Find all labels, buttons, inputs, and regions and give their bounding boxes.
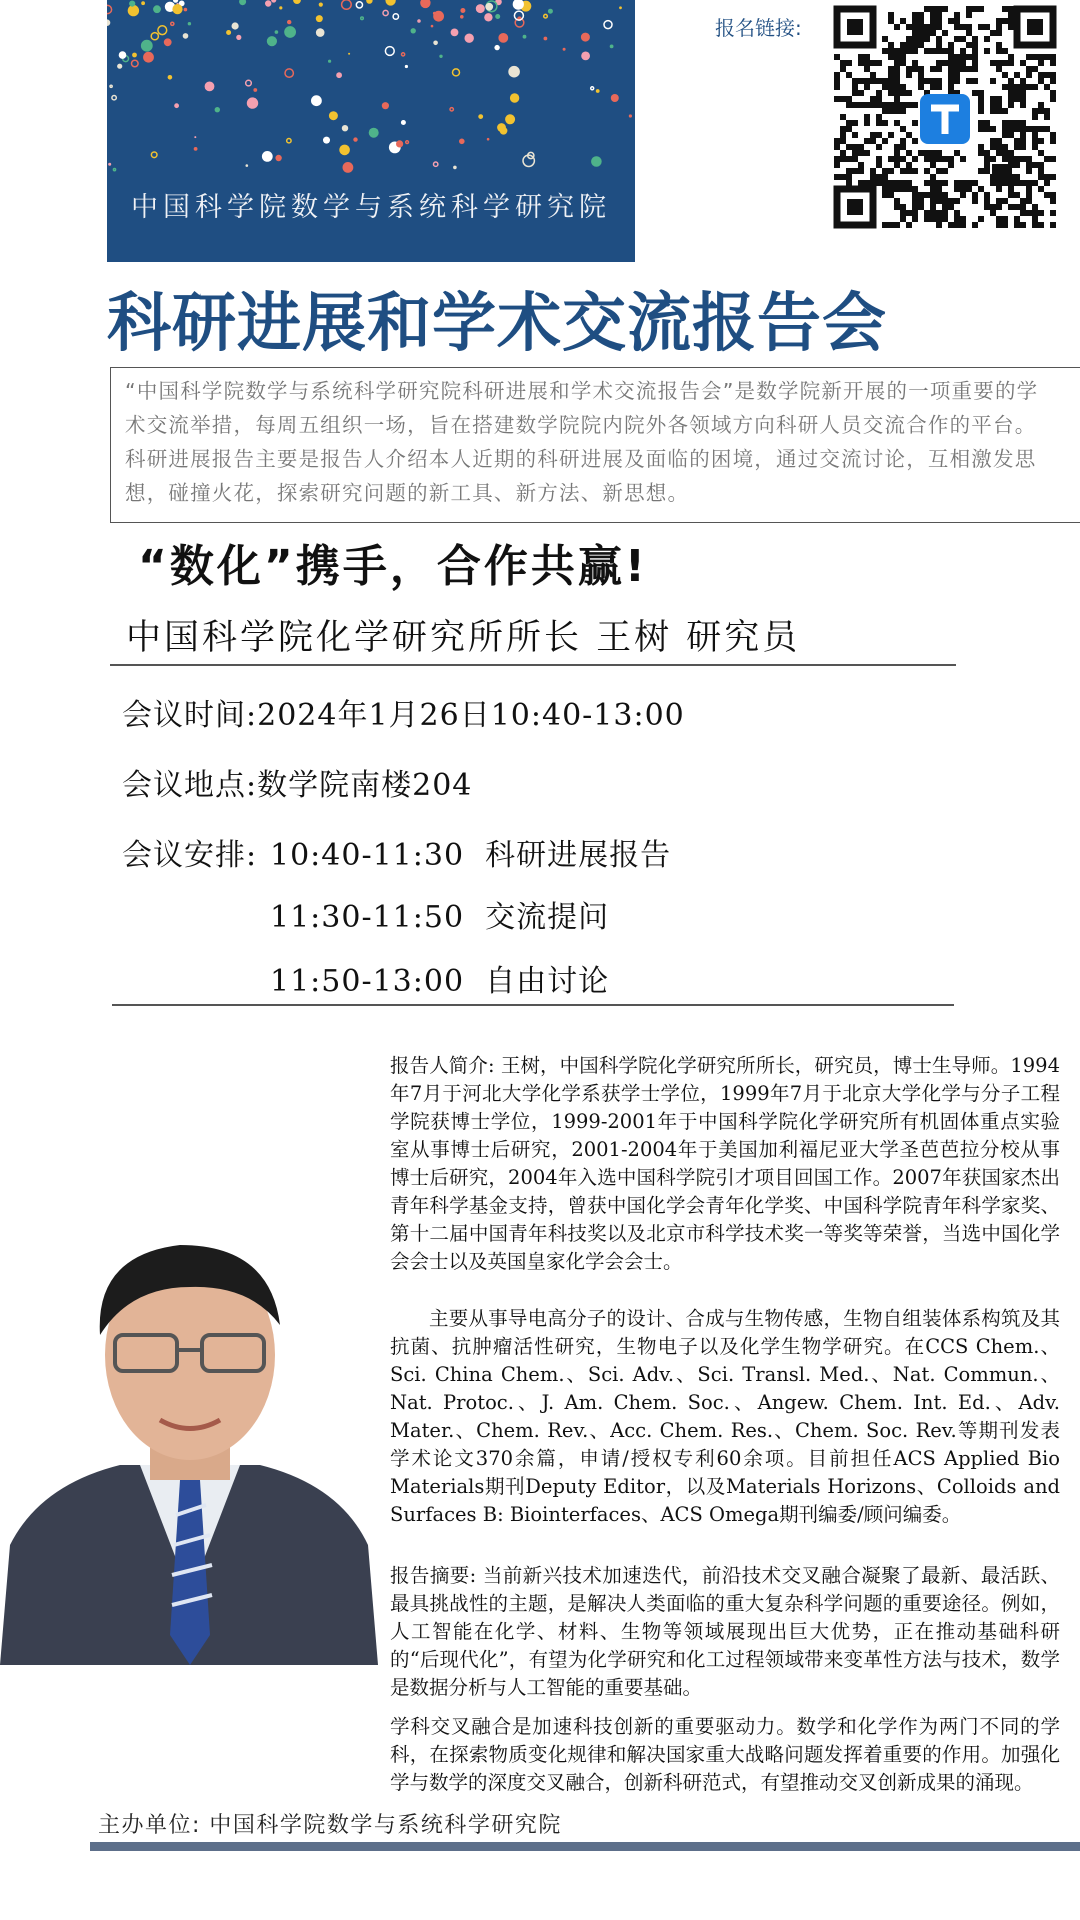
agenda-row xyxy=(270,830,671,874)
talk-abstract: 报告摘要: 当前新兴技术加速迭代，前沿技术交叉融合凝聚了最新、最活跃、最具挑战性的主题，是解决人类面临的重大复杂科学问题的重要途径。例如，人工智能在化学、材料、生物等领域展现出巨大优势，正在推动基础科研的“后现代化”，有望为化学研究和化工过程领域带来变革性方法与技术，数学是数据分析与人工智能的重要基础。 xyxy=(390,1564,1060,1699)
speaker-line: 中国科学院化学研究所所长 王树 研究员 xyxy=(126,618,801,658)
agenda-item: 科研进展报告 xyxy=(485,838,672,873)
banner-institute-name: 中国科学院数学与系统科学研究院 xyxy=(131,192,611,223)
meeting-time: 会议时间:2024年1月26日10:40-13:00 xyxy=(122,698,685,733)
agenda-item: 自由讨论 xyxy=(485,964,610,999)
agenda-time: 10:40-11:30 xyxy=(270,838,465,873)
agenda-time: 11:30-11:50 xyxy=(270,900,465,935)
intro-paragraph: “中国科学院数学与系统科学研究院科研进展和学术交流报告会”是数学院新开展的一项重要的学术交流举措，每周五组织一场，旨在搭建数学院院内院外各领域方向科研人员交流合作的平台。科研进展报告主要是报告人介绍本人近期的科研进展及面临的困境，通过交流讨论，互相激发思想，碰撞火花，探索研究问题的新工具、新方法、新思想。 xyxy=(125,379,1039,505)
speaker-bio: 报告人简介: 王树，中国科学院化学研究所所长，研究员，博士生导师。1994年7月于河北大学化学系获学士学位，1999年7月于北京大学化学与分子工程学院获博士学位，1999-2001年于中国科学院化学研究所有机固体重点实验室从事博士后研究，2001-2004年于美国加利福尼亚大学圣芭芭拉分校从事博士后研究，2004年入选中国科学院引才项目回国工作。2007年获国家杰出青年科学基金支持，曾获中国化学会青年化学奖、中国科学院青年科学家奖、第十二届中国青年科技奖以及北京市科学技术奖一等奖等荣誉，当选中国化学会会士以及英国皇家化学会会士。 xyxy=(390,1054,1060,1273)
talk-abstract-continued: 学科交叉融合是加速科技创新的重要驱动力。数学和化学作为两门不同的学科，在探索物质变化规律和解决国家重大战略问题发挥着重要的作用。加强化学与数学的深度交叉融合，创新科研范式，有望推动交叉创新成果的涌现。 xyxy=(390,1715,1060,1794)
page-title: 科研进展和学术交流报告会 xyxy=(107,287,887,361)
agenda-item: 交流提问 xyxy=(485,900,610,935)
divider xyxy=(112,1004,954,1006)
bottom-bar xyxy=(90,1842,1080,1851)
agenda-time: 11:50-13:00 xyxy=(270,964,465,999)
agenda-row xyxy=(270,892,609,936)
speaker-photo xyxy=(0,1215,378,1665)
meeting-location: 会议地点:数学院南楼204 xyxy=(122,768,473,803)
divider xyxy=(110,664,956,666)
talk-title: “数化”携手，合作共赢! xyxy=(138,541,648,592)
agenda-row xyxy=(270,956,609,1000)
organizer-line: 主办单位: 中国科学院数学与系统科学研究院 xyxy=(98,1813,562,1838)
registration-qr-code[interactable] xyxy=(832,4,1058,230)
header-banner xyxy=(107,0,635,262)
agenda-label: 会议安排: xyxy=(122,838,258,873)
research-summary: 主要从事导电高分子的设计、合成与生物传感，生物自组装体系构筑及其抗菌、抗肿瘤活性研究，生物电子以及化学生物学研究。在CCS Chem.、Sci. China Chem.、Sci. Adv.、Sci. Transl. Med.、Nat. Commun.、Nat. Protoc.、J. Am. Chem. Soc.、Angew. Chem. Int. Ed.、Adv. Mater.、Chem. Rev.、Acc. Chem. Res.、Chem. Soc. Rev.等期刊发表学术论文370余篇，申请/授权专利60余项。目前担任ACS Applied Bio Materials期刊Deputy Editor，以及Materials Horizons、Colloids and Surfaces B: Biointerfaces、ACS Omega期刊编委/顾问编委。 xyxy=(390,1307,1060,1526)
registration-label: 报名链接: xyxy=(715,16,802,40)
